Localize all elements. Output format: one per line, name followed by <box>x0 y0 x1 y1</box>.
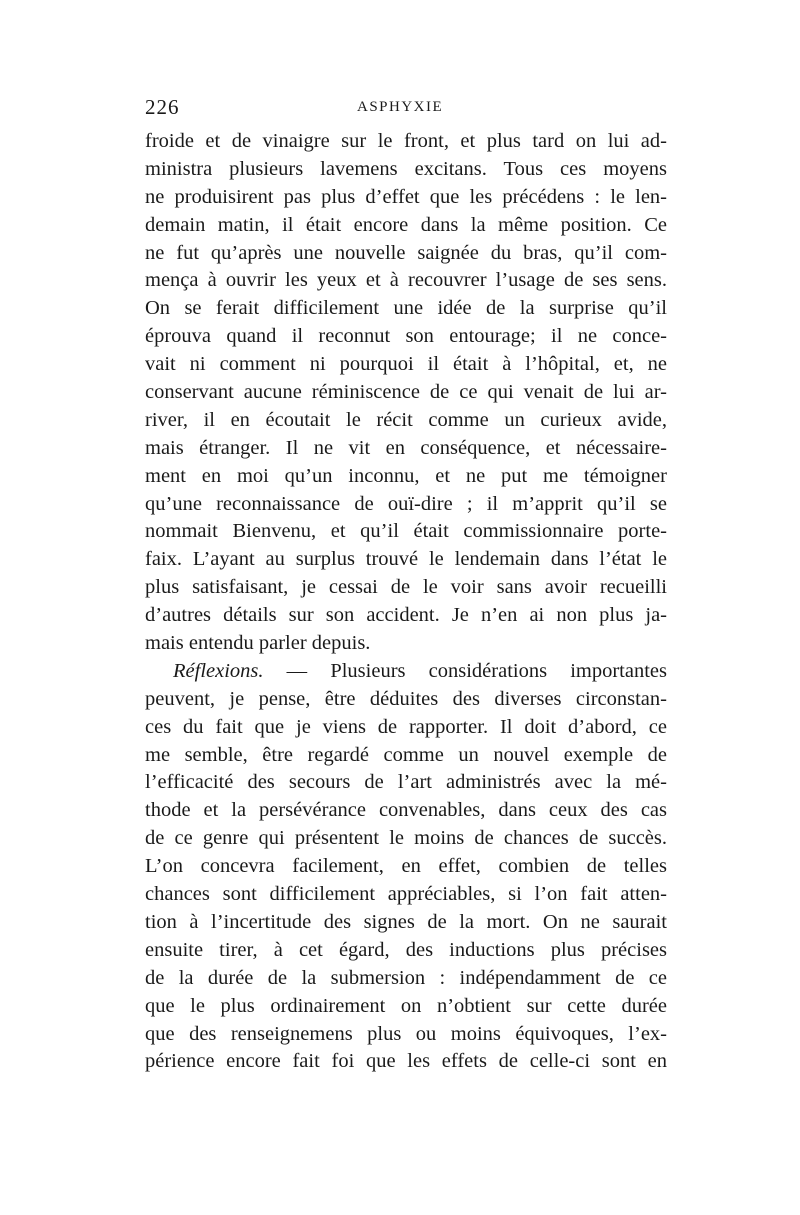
text-line: On se ferait difficilement une idée de la surprise qu’il <box>145 297 667 320</box>
text-line: plus satisfaisant, je cessai de le voir sans avoir recueilli <box>145 576 667 599</box>
paragraph-reflexions <box>145 658 667 1076</box>
text-line: ment en moi qu’un inconnu, et ne put me témoigner <box>145 464 667 487</box>
text-line: conservant aucune réminiscence de ce qui venait de lui ar- <box>145 381 667 404</box>
text-line: que le plus ordinairement on n’obtient sur cette durée <box>145 994 667 1017</box>
text-line: de la durée de la submersion : indépendamment de ce <box>145 966 667 989</box>
text-line: froide et de vinaigre sur le front, et plus tard on lui ad- <box>145 130 667 152</box>
page-header <box>145 95 665 121</box>
text-line: L’on concevra facilement, en effet, combien de telles <box>145 855 667 878</box>
text-line: mais étranger. Il ne vit en conséquence, et nécessaire- <box>145 436 667 459</box>
text-line: me semble, être regardé comme un nouvel exemple de <box>145 743 667 766</box>
page-number: 226 <box>145 95 180 119</box>
text-line: tion à l’incertitude des signes de la mort. On ne saurait <box>145 910 667 933</box>
text-line: que des renseignemens plus ou moins équivoques, l’ex- <box>145 1022 667 1045</box>
running-head: ASPHYXIE <box>357 99 444 115</box>
text-line: thode et la persévérance convenables, dans ceux des cas <box>145 799 667 822</box>
text-line: mença à ouvrir les yeux et à recouvrer l’usage de ses sens. <box>145 269 667 292</box>
text-line: faix. L’ayant au surplus trouvé le lendemain dans l’état le <box>145 548 667 571</box>
text-line: demain matin, il était encore dans la même position. Ce <box>145 213 667 236</box>
text-fragment: — Plusieurs considérations importantes <box>263 659 667 682</box>
text-line: éprouva quand il reconnut son entourage; il ne conce- <box>145 325 667 348</box>
text-line: qu’une reconnaissance de ouï-dire ; il m’apprit qu’il se <box>145 492 667 515</box>
section-heading: Réflexions. <box>173 659 264 682</box>
text-line: périence encore fait foi que les effets de celle-ci sont en <box>145 1050 667 1073</box>
paragraph-narrative <box>145 128 667 658</box>
text-line: river, il en écoutait le récit comme un curieux avide, <box>145 408 667 431</box>
text-line: nommait Bienvenu, et qu’il était commissionnaire porte- <box>145 520 667 543</box>
text-line: chances sont difficilement appréciables, si l’on fait atten- <box>145 883 667 906</box>
body-text <box>145 128 667 1076</box>
text-line: ne fut qu’après une nouvelle saignée du bras, qu’il com- <box>145 241 667 264</box>
text-line: d’autres détails sur son accident. Je n’en ai non plus ja- <box>145 604 667 627</box>
text-line: ministra plusieurs lavemens excitans. Tous ces moyens <box>145 157 667 180</box>
text-line: ne produisirent pas plus d’effet que les précédens : le len- <box>145 185 667 208</box>
text-line: vait ni comment ni pourquoi il était à l’hôpital, et, ne <box>145 353 667 376</box>
text-line: mais entendu parler depuis. <box>145 632 371 655</box>
text-line-with-heading <box>145 658 667 686</box>
text-line: ensuite tirer, à cet égard, des inductions plus précises <box>145 938 667 961</box>
text-line: peuvent, je pense, être déduites des diverses circonstan- <box>145 687 667 710</box>
text-line: ces du fait que je viens de rapporter. Il doit d’abord, ce <box>145 715 667 738</box>
text-line: l’efficacité des secours de l’art administrés avec la mé- <box>145 771 667 794</box>
text-line: de ce genre qui présentent le moins de chances de succès. <box>145 827 667 850</box>
